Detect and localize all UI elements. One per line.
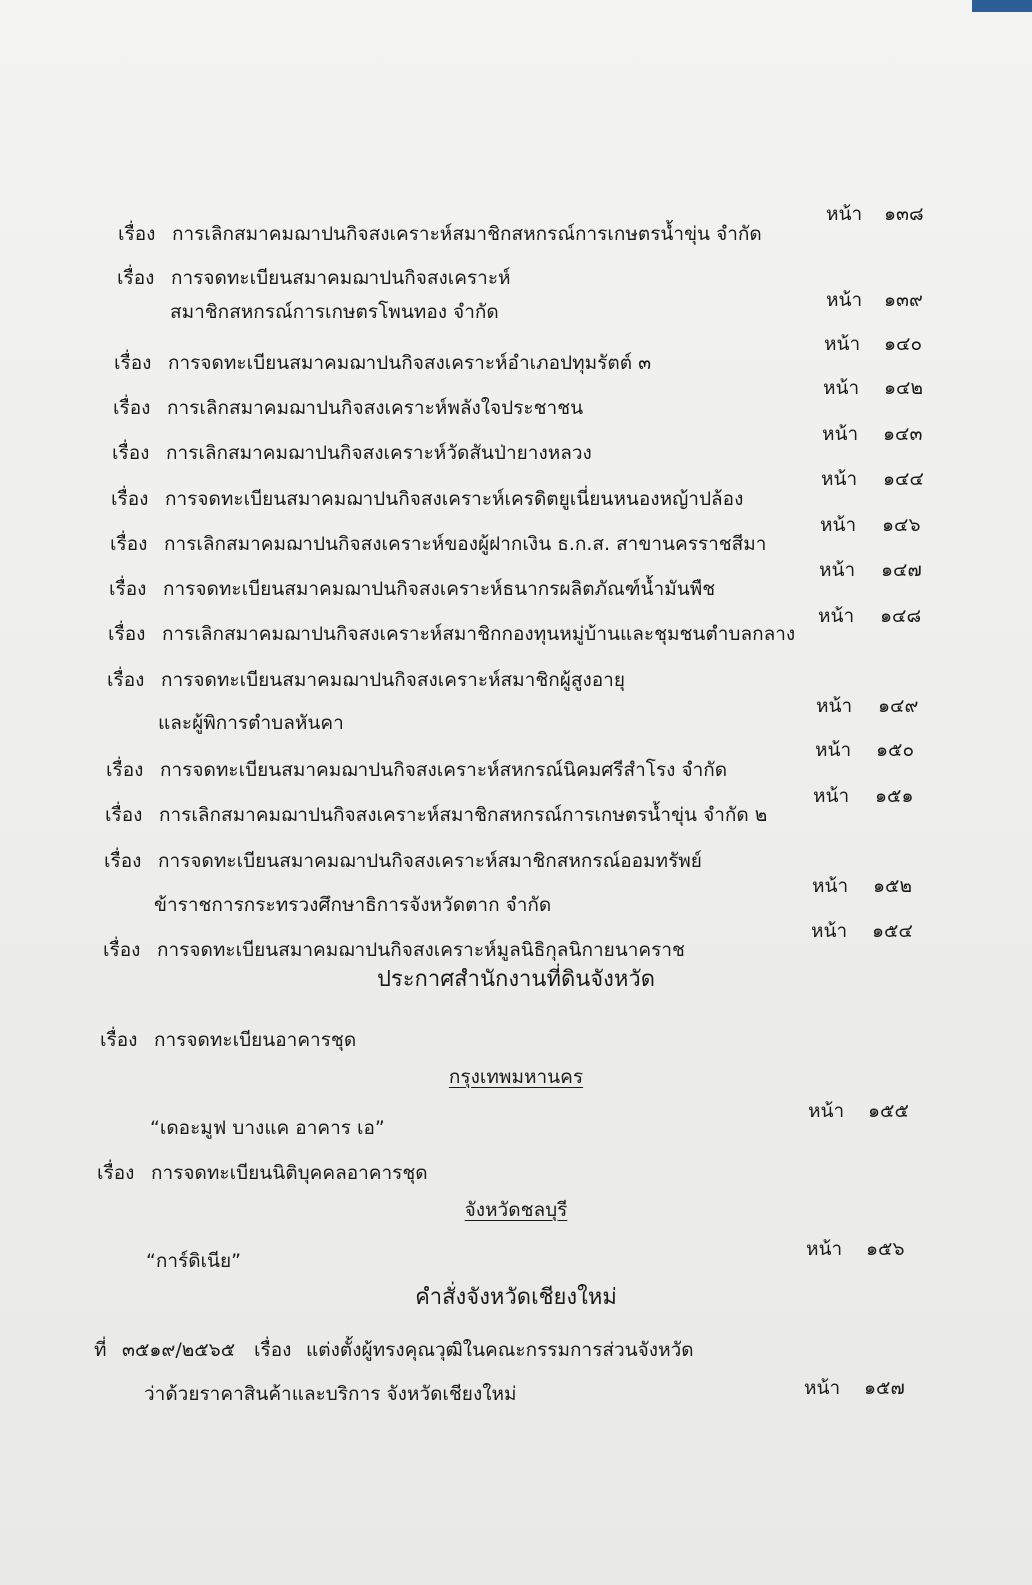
page-word: หน้า bbox=[821, 468, 858, 490]
entry-label: เรื่อง bbox=[110, 533, 148, 555]
entry-label: เรื่อง bbox=[100, 1029, 138, 1051]
entry-title: การเลิกสมาคมฌาปนกิจสงเคราะห์สมาชิกสหกรณ์การเกษตรน้ำขุ่น จำกัด bbox=[172, 223, 762, 245]
page-number: ๑๔๘ bbox=[880, 605, 922, 627]
building-name: “การ์ดิเนีย” bbox=[146, 1250, 242, 1272]
page-word: หน้า bbox=[813, 785, 850, 807]
corner-binding-mark bbox=[972, 0, 1032, 12]
entry-label: เรื่อง bbox=[117, 267, 155, 289]
entry-title-continuation: และผู้พิการตำบลหันคา bbox=[158, 712, 344, 734]
order-number: ๓๕๑๙/๒๕๖๕ bbox=[122, 1339, 236, 1361]
land-office-heading: ประกาศสำนักงานที่ดินจังหวัด bbox=[376, 967, 656, 992]
entry-title: การเลิกสมาคมฌาปนกิจสงเคราะห์พลังใจประชาชน bbox=[167, 397, 584, 419]
page-word: หน้า bbox=[820, 514, 857, 536]
page-number: ๑๔๓ bbox=[883, 423, 923, 445]
page-word: หน้า bbox=[815, 739, 852, 761]
entry-label: เรื่อง bbox=[104, 850, 142, 872]
page-word: หน้า bbox=[822, 423, 859, 445]
entry-title: การจดทะเบียนสมาคมฌาปนกิจสงเคราะห์สมาชิกผู้สูงอายุ bbox=[161, 669, 625, 691]
entry-label: เรื่อง bbox=[111, 488, 149, 510]
entry-label: เรื่อง bbox=[254, 1339, 292, 1361]
entry-title: การเลิกสมาคมฌาปนกิจสงเคราะห์สมาชิกสหกรณ์การเกษตรน้ำขุ่น จำกัด ๒ bbox=[159, 804, 768, 826]
page-number: ๑๕๕ bbox=[868, 1100, 909, 1122]
chiangmai-order-heading: คำสั่งจังหวัดเชียงใหม่ bbox=[415, 1285, 617, 1310]
entry-label: เรื่อง bbox=[109, 578, 147, 600]
page-number: ๑๕๖ bbox=[866, 1238, 905, 1260]
page-number: ๑๕๔ bbox=[872, 920, 913, 942]
page-number: ๑๔๙ bbox=[878, 695, 919, 717]
page-number: ๑๔๐ bbox=[884, 333, 923, 355]
page-word: หน้า bbox=[812, 875, 849, 897]
page-number: ๑๓๙ bbox=[884, 289, 923, 311]
page-number: ๑๕๑ bbox=[875, 785, 914, 807]
page-number: ๑๔๗ bbox=[881, 559, 922, 581]
page-number: ๑๕๗ bbox=[864, 1377, 905, 1399]
page-word: หน้า bbox=[826, 203, 863, 225]
page-word: หน้า bbox=[806, 1238, 843, 1260]
entry-label: เรื่อง bbox=[97, 1162, 135, 1184]
entry-label: เรื่อง bbox=[106, 759, 144, 781]
page-word: หน้า bbox=[816, 695, 853, 717]
bangkok-heading: กรุงเทพมหานคร bbox=[448, 1066, 584, 1088]
page-word: หน้า bbox=[824, 333, 861, 355]
page-number: ๑๕๐ bbox=[876, 739, 915, 761]
entry-label: เรื่อง bbox=[105, 804, 143, 826]
page-number: ๑๔๖ bbox=[882, 514, 921, 536]
entry-title: การจดทะเบียนอาคารชุด bbox=[154, 1029, 357, 1051]
entry-title: การเลิกสมาคมฌาปนกิจสงเคราะห์ของผู้ฝากเงิน ธ.ก.ส. สาขานครราชสีมา bbox=[164, 533, 767, 555]
entry-label: เรื่อง bbox=[118, 223, 156, 245]
page-word: หน้า bbox=[818, 605, 855, 627]
entry-title: การจดทะเบียนนิติบุคคลอาคารชุด bbox=[151, 1162, 428, 1184]
entry-title: การเลิกสมาคมฌาปนกิจสงเคราะห์สมาชิกกองทุนหมู่บ้านและชุมชนตำบลกลาง bbox=[162, 623, 796, 645]
entry-title-continuation: สมาชิกสหกรณ์การเกษตรโพนทอง จำกัด bbox=[170, 301, 499, 323]
page-number: ๑๓๘ bbox=[884, 203, 924, 225]
order-number-label: ที่ bbox=[94, 1339, 107, 1361]
page-number: ๑๔๔ bbox=[883, 468, 924, 490]
page-word: หน้า bbox=[823, 377, 860, 399]
chonburi-heading: จังหวัดชลบุรี bbox=[464, 1199, 568, 1221]
entry-title: การจดทะเบียนสมาคมฌาปนกิจสงเคราะห์ธนากรผลิตภัณฑ์น้ำมันพืช bbox=[163, 578, 716, 600]
entry-title: การจดทะเบียนสมาคมฌาปนกิจสงเคราะห์ bbox=[171, 267, 511, 289]
entry-title: การจดทะเบียนสมาคมฌาปนกิจสงเคราะห์มูลนิธิกุลนิกายนาคราช bbox=[157, 939, 685, 961]
page-word: หน้า bbox=[811, 920, 848, 942]
entry-label: เรื่อง bbox=[108, 623, 146, 645]
entry-title-continuation: ข้าราชการกระทรวงศึกษาธิการจังหวัดตาก จำกัด bbox=[154, 894, 552, 916]
page-number: ๑๕๒ bbox=[873, 875, 912, 897]
entry-label: เรื่อง bbox=[112, 442, 150, 464]
entry-title: การจดทะเบียนสมาคมฌาปนกิจสงเคราะห์อำเภอปทุมรัตต์ ๓ bbox=[168, 352, 652, 374]
page-word: หน้า bbox=[819, 559, 856, 581]
building-name: “เดอะมูฟ บางแค อาคาร เอ” bbox=[150, 1117, 385, 1139]
page-word: หน้า bbox=[808, 1100, 845, 1122]
entry-title: การเลิกสมาคมฌาปนกิจสงเคราะห์วัดสันป่ายางหลวง bbox=[166, 442, 592, 464]
entry-title: การจดทะเบียนสมาคมฌาปนกิจสงเคราะห์สหกรณ์นิคมศรีสำโรง จำกัด bbox=[160, 759, 728, 781]
entry-label: เรื่อง bbox=[107, 669, 145, 691]
page-word: หน้า bbox=[804, 1377, 841, 1399]
entry-title: แต่งตั้งผู้ทรงคุณวุฒิในคณะกรรมการส่วนจังหวัด bbox=[306, 1339, 694, 1361]
entry-label: เรื่อง bbox=[113, 397, 151, 419]
entry-label: เรื่อง bbox=[103, 939, 141, 961]
entry-title: การจดทะเบียนสมาคมฌาปนกิจสงเคราะห์สมาชิกสหกรณ์ออมทรัพย์ bbox=[158, 850, 702, 872]
entry-label: เรื่อง bbox=[114, 352, 152, 374]
entry-title-continuation: ว่าด้วยราคาสินค้าและบริการ จังหวัดเชียงใหม่ bbox=[144, 1383, 517, 1405]
entry-title: การจดทะเบียนสมาคมฌาปนกิจสงเคราะห์เครดิตยูเนี่ยนหนองหญ้าปล้อง bbox=[165, 488, 744, 510]
page-word: หน้า bbox=[826, 289, 863, 311]
page-number: ๑๔๒ bbox=[884, 377, 923, 399]
